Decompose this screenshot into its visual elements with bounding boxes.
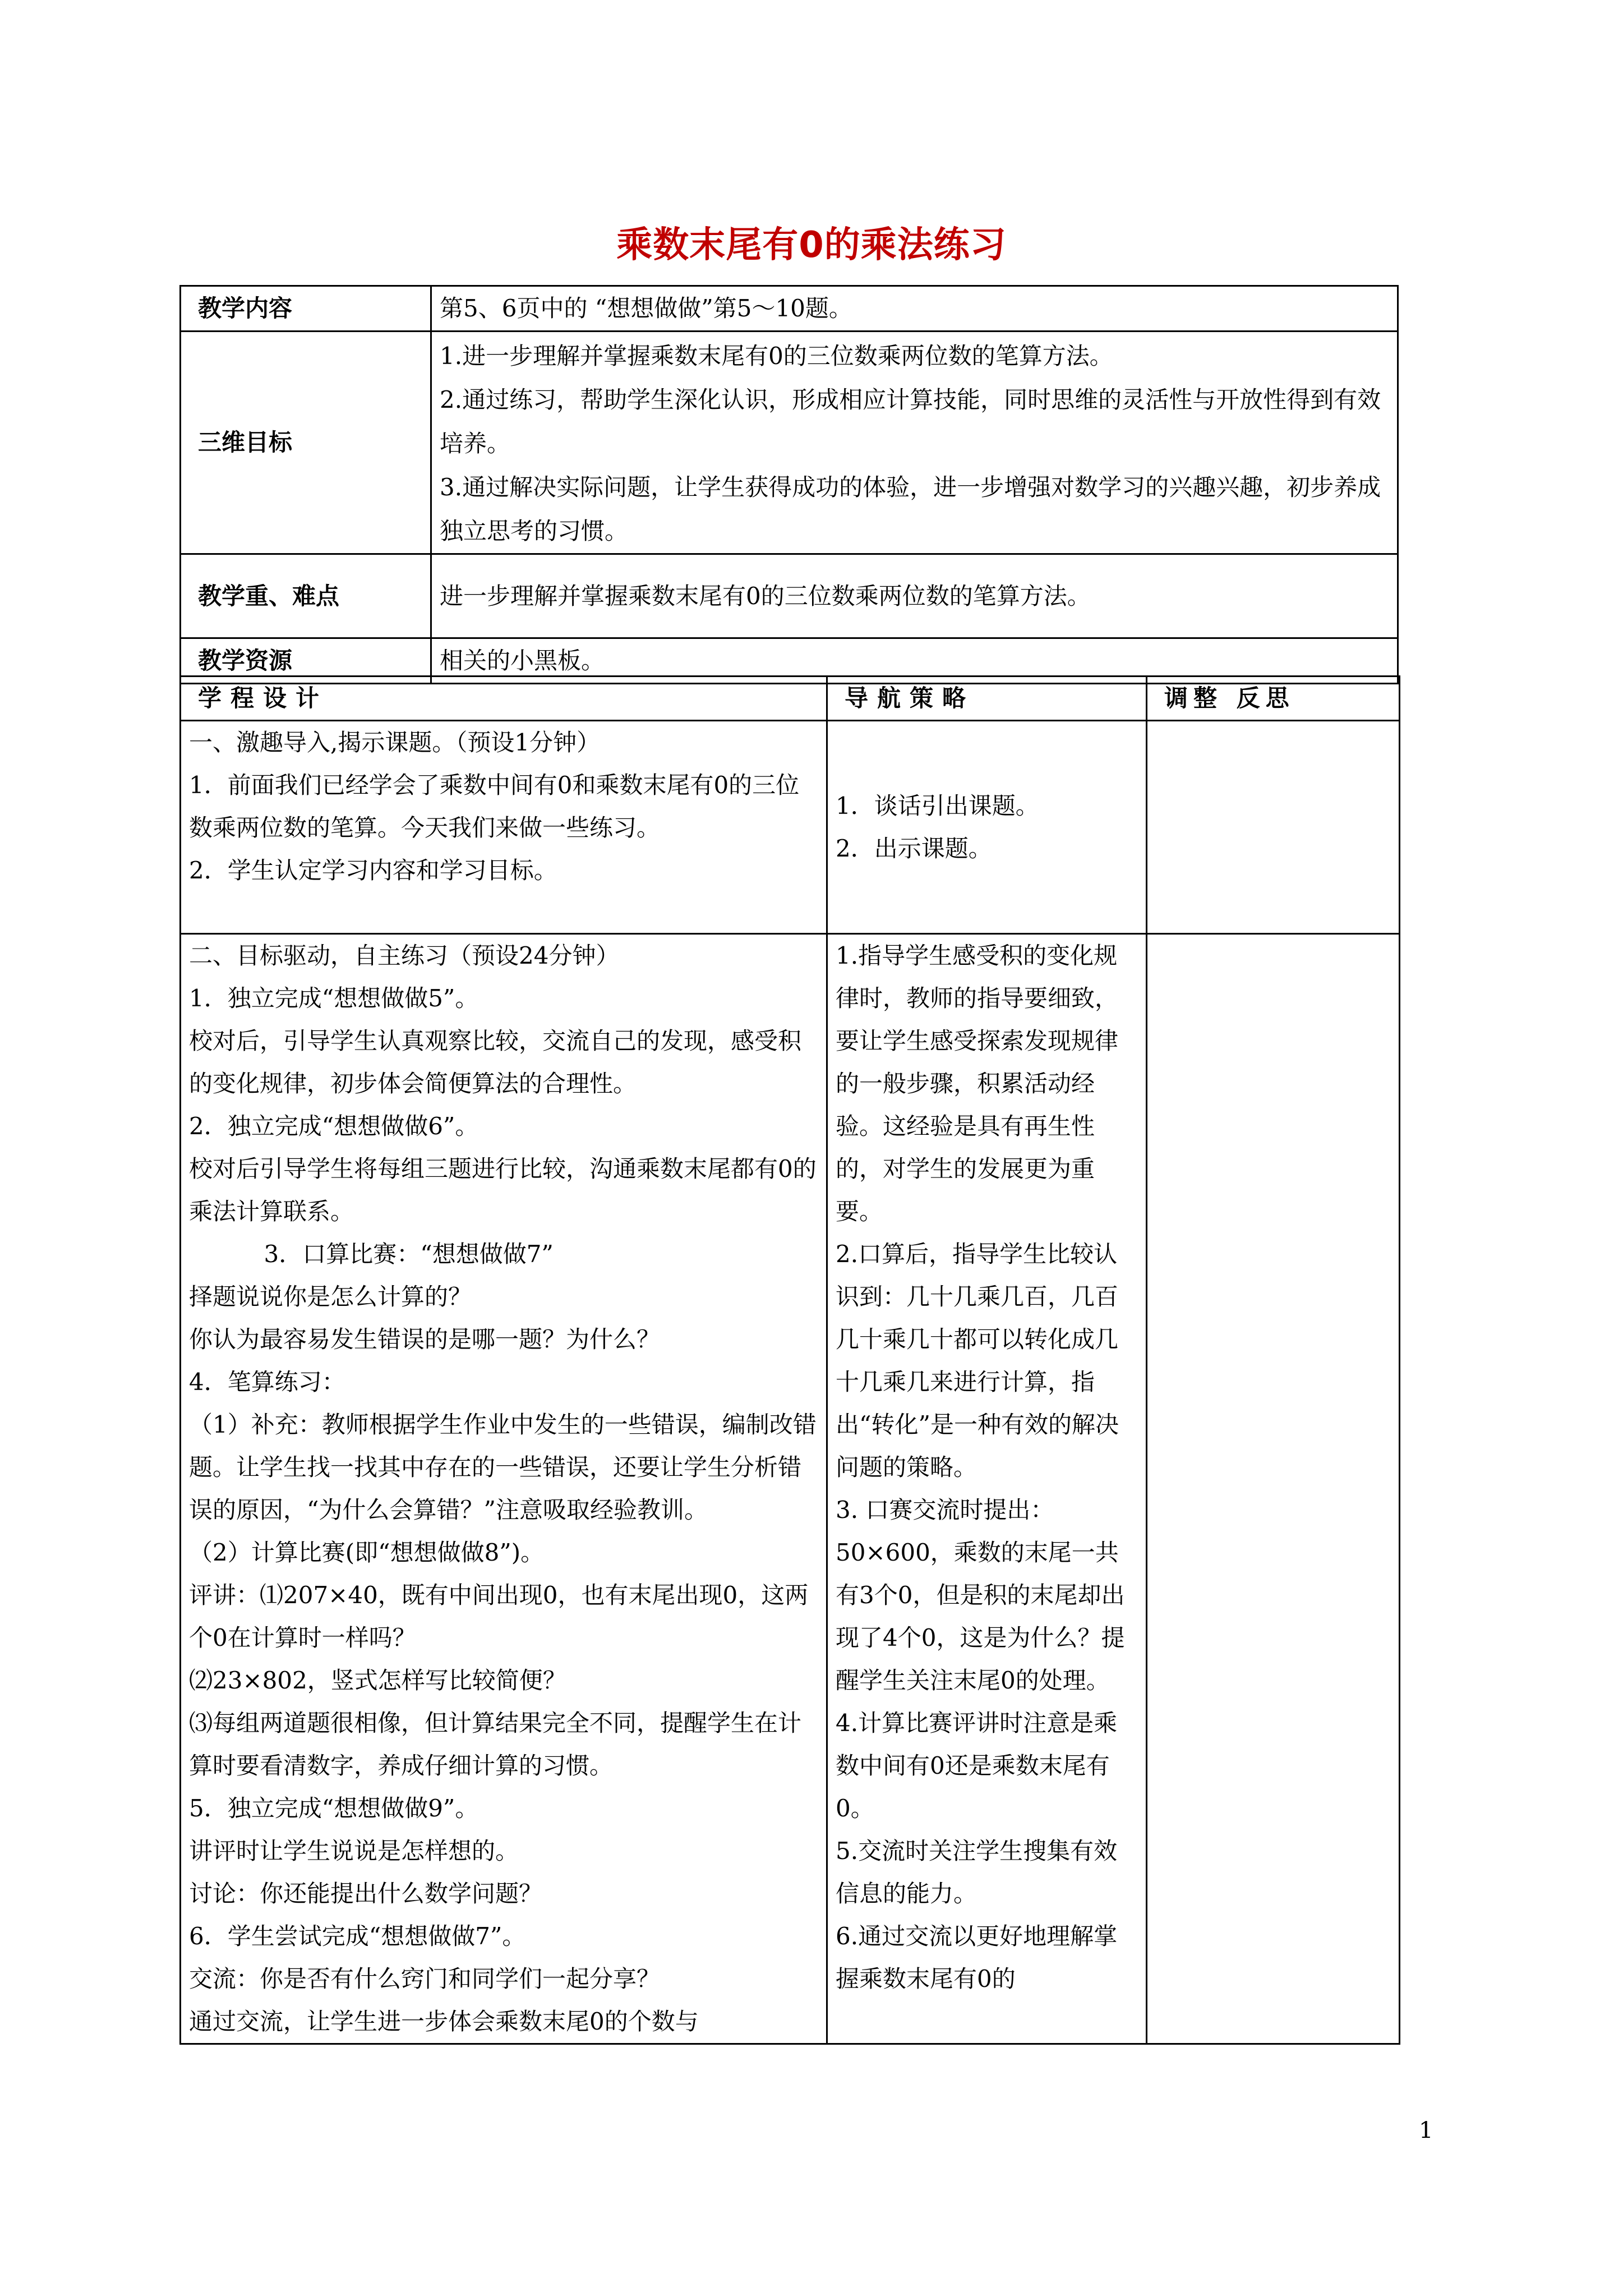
keypoints-label: 教学重、难点: [181, 554, 431, 638]
goals-cell: [431, 332, 1398, 554]
page-number: 1: [1419, 2118, 1433, 2143]
lesson-info-table: [179, 285, 1399, 684]
design-step: 讨论：你还能提出什么数学问题？: [189, 1880, 543, 1907]
strategy-item: 3. 口赛交流时提出：50×600，乘数的末尾一共有3个0，但是积的末尾却出现了4个0，这是为什么？提醒学生关注末尾0的处理。: [836, 1496, 1125, 1694]
strategy-item: 4.计算比赛评讲时注意是乘数中间有0还是乘数末尾有0。: [836, 1709, 1118, 1822]
design-step: ⑵23×802，竖式怎样写比较简便？: [189, 1667, 566, 1694]
design-header: 学程设计: [181, 677, 827, 721]
design-step: 你认为最容易发生错误的是哪一题？为什么？: [189, 1326, 661, 1353]
goals-label: 三维目标: [181, 332, 431, 554]
design-step: （2）计算比赛(即“想想做做8”)。: [189, 1539, 545, 1566]
strategy-item: 2．出示课题。: [836, 834, 992, 862]
section2-design: [181, 934, 827, 2044]
goal-item: 2.通过练习，帮助学生深化认识，形成相应计算技能，同时思维的灵活性与开放性得到有效培养。: [440, 386, 1381, 457]
design-step: 1．独立完成“想想做做5”。: [189, 984, 479, 1012]
design-step: 校对后引导学生将每组三题进行比较，沟通乘数末尾都有0的乘法计算联系。: [189, 1155, 817, 1225]
content-value: 第5、6页中的 “想想做做”第5～10题。: [431, 286, 1398, 332]
goal-item: 3.通过解决实际问题，让学生获得成功的体验，进一步增强对数学习的兴趣兴趣，初步养成独立思考的习惯。: [440, 473, 1381, 545]
design-step: 讲评时让学生说说是怎样想的。: [189, 1837, 519, 1865]
lesson-design-table: [179, 675, 1400, 2045]
resources-label: 教学资源: [181, 638, 431, 684]
design-step: （1）补充：教师根据学生作业中发生的一些错误，编制改错题。让学生找一找其中存在的一些错误，还要让学生分析错误的原因，“为什么会算错？”注意吸取经验教训。: [189, 1411, 817, 1524]
design-step: 3．口算比赛：“想想做做7”: [189, 1240, 554, 1268]
design-step: 2．独立完成“想想做做6”。: [189, 1112, 479, 1140]
section1-strategy: [827, 721, 1147, 934]
strategy-item: 1.指导学生感受积的变化规律时，教师的指导要细致，要让学生感受探索发现规律的一般步骤，积累活动经验。这经验是具有再生性的，对学生的发展更为重要。: [836, 942, 1119, 1225]
design-step: 5．独立完成“想想做做9”。: [189, 1795, 479, 1822]
design-step: 2．学生认定学习内容和学习目标。: [189, 857, 557, 884]
goal-item: 1.进一步理解并掌握乘数末尾有0的三位数乘两位数的笔算方法。: [440, 342, 1113, 370]
strategy-item: 5.交流时关注学生搜集有效信息的能力。: [836, 1837, 1118, 1907]
section1-design: [181, 721, 827, 934]
strategy-item: 2.口算后，指导学生比较认识到：几十几乘几百，几百几十乘几十都可以转化成几十几乘几来进行计算，指出“转化”是一种有效的解决问题的策略。: [836, 1240, 1119, 1481]
section2-reflection: [1147, 934, 1400, 2044]
design-step: 择题说说你是怎么计算的？: [189, 1283, 472, 1310]
keypoints-value: 进一步理解并掌握乘数末尾有0的三位数乘两位数的笔算方法。: [431, 554, 1398, 638]
design-step: 4．笔算练习：: [189, 1368, 345, 1396]
design-step: 6．学生尝试完成“想想做做7”。: [189, 1922, 526, 1950]
section-heading: 一、激趣导入,揭示课题。（预设1分钟）: [189, 729, 601, 756]
reflection-header: 调整 反思: [1147, 677, 1400, 721]
page-title: 乘数末尾有0的乘法练习: [616, 224, 1007, 266]
design-step: 通过交流，让学生进一步体会乘数末尾0的个数与: [189, 2008, 699, 2035]
strategy-item: 1．谈话引出课题。: [836, 792, 1039, 820]
design-step: 1．前面我们已经学会了乘数中间有0和乘数末尾有0的三位数乘两位数的笔算。今天我们来做一些练习。: [189, 771, 800, 841]
strategy-header: 导航策略: [827, 677, 1147, 721]
design-step: 交流：你是否有什么窍门和同学们一起分享？: [189, 1965, 661, 1993]
strategy-item: 6.通过交流以更好地理解掌握乘数末尾有0的: [836, 1922, 1118, 1993]
section2-strategy: [827, 934, 1147, 2044]
resources-value: 相关的小黑板。: [431, 638, 1398, 684]
design-step: 评讲：⑴207×40，既有中间出现0，也有末尾出现0，这两个0在计算时一样吗？: [189, 1581, 809, 1651]
section1-reflection: [1147, 721, 1400, 934]
section-heading: 二、目标驱动，自主练习（预设24分钟）: [189, 942, 620, 969]
content-label: 教学内容: [181, 286, 431, 332]
design-step: 校对后，引导学生认真观察比较，交流自己的发现，感受积的变化规律，初步体会简便算法的合理性。: [189, 1027, 802, 1097]
design-step: ⑶每组两道题很相像，但计算结果完全不同，提醒学生在计算时要看清数字，养成仔细计算的习惯。: [189, 1709, 802, 1779]
